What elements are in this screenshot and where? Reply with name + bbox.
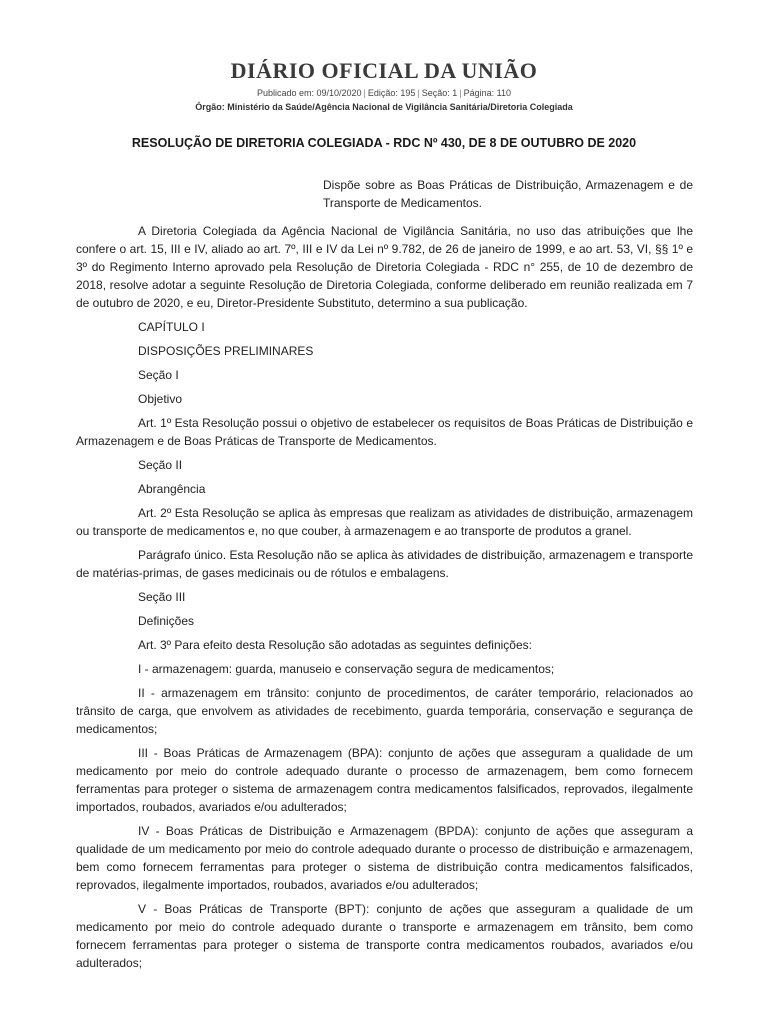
masthead-title: DIÁRIO OFICIAL DA UNIÃO xyxy=(230,58,538,83)
section-title: Abrangência xyxy=(138,482,206,496)
article-2: Art. 2º Esta Resolução se aplica às empresas que realizam as atividades de distribuição, armazenagem ou transporte de medicamentos e, no que couber, à armazenagem e ao transporte de produtos a granel. xyxy=(76,506,693,538)
page-number: Página: 110 xyxy=(463,88,512,98)
definition-item: II - armazenagem em trânsito: conjunto de procedimentos, de caráter temporário, relacionados ao trânsito de carga, que envolvem as atividades de recebimento, guarda temporária, conservação e segurança de medicamentos; xyxy=(76,686,693,736)
article-1: Art. 1º Esta Resolução possui o objetivo de estabelecer os requisitos de Boas Práticas de Distribuição e Armazenagem e de Boas Práticas de Transporte de Medicamentos. xyxy=(76,416,693,448)
definition-item: III - Boas Práticas de Armazenagem (BPA): conjunto de ações que asseguram a qualidade de um medicamento por meio do controle adequado durante o processo de armazenagem, bem como fornecem ferramentas para proteger o sistema de armazenagem contra medicamentos falsificados, reprovados, ilegalmente importados, roubados, avariados e/ou adulterados; xyxy=(76,746,693,814)
definition-item: I - armazenagem: guarda, manuseio e conservação segura de medicamentos; xyxy=(138,662,555,676)
section-title: Objetivo xyxy=(138,392,183,406)
definition-item: V - Boas Práticas de Transporte (BPT): conjunto de ações que asseguram a qualidade de um medicamento por meio do controle adequado durante o transporte e armazenagem em trânsito, bem como fornecem ferramentas para proteger o sistema de transporte contra medicamentos roubados, avariados e/ou adulterados; xyxy=(76,902,693,970)
section-number: Seção: 1 xyxy=(421,88,458,98)
separator: | xyxy=(459,88,462,98)
article-2-paragraph: Parágrafo único. Esta Resolução não se aplica às atividades de distribuição, armazenagem e transporte de matérias-primas, de gases medicinais ou de rótulos e embalagens. xyxy=(76,548,693,580)
separator: | xyxy=(363,88,366,98)
issuing-organ: Órgão: Ministério da Saúde/Agência Nacional de Vigilância Sanitária/Diretoria Colegiada xyxy=(195,102,573,112)
separator: | xyxy=(417,88,420,98)
section-heading: Seção II xyxy=(138,458,183,472)
definition-item: IV - Boas Práticas de Distribuição e Armazenagem (BPDA): conjunto de ações que asseguram a qualidade de um medicamento por meio do controle adequado durante o processo de distribuição e armazenagem, bem como fornecem ferramentas para proteger o sistema de distribuição contra medicamentos falsificados, reprovados, ilegalmente importados, roubados, avariados e/ou adulterados; xyxy=(76,824,693,892)
ementa: Dispõe sobre as Boas Práticas de Distribuição, Armazenagem e de Transporte de Medicamentos. xyxy=(323,178,693,210)
article-3: Art. 3º Para efeito desta Resolução são adotadas as seguintes definições: xyxy=(138,638,532,652)
section-title: Definições xyxy=(138,614,195,628)
document-title: RESOLUÇÃO DE DIRETORIA COLEGIADA - RDC Nº 430, DE 8 DE OUTUBRO DE 2020 xyxy=(131,136,637,150)
chapter-heading: CAPÍTULO I xyxy=(138,320,205,334)
document-body xyxy=(76,222,693,978)
preamble: A Diretoria Colegiada da Agência Nacional de Vigilância Sanitária, no uso das atribuições que lhe confere o art. 15, III e IV, aliado ao art. 7º, III e IV da Lei nº 9.782, de 26 de janeiro de 1999, e ao art. 53, VI, §§ 1º e 3º do Regimento Interno aprovado pela Resolução de Diretoria Colegiada - RDC n° 255, de 10 de dezembro de 2018, resolve adotar a seguinte Resolução de Diretoria Colegiada, conforme deliberado em reunião realizada em 7 de outubro de 2020, e eu, Diretor-Presidente Substituto, determino a sua publicação. xyxy=(76,224,693,310)
section-heading: Seção III xyxy=(138,590,186,604)
chapter-title: DISPOSIÇÕES PRELIMINARES xyxy=(138,344,314,358)
edition-number: Edição: 195 xyxy=(367,88,416,98)
section-heading: Seção I xyxy=(138,368,179,382)
publication-info xyxy=(0,88,768,98)
published-date: Publicado em: 09/10/2020 xyxy=(256,88,362,98)
